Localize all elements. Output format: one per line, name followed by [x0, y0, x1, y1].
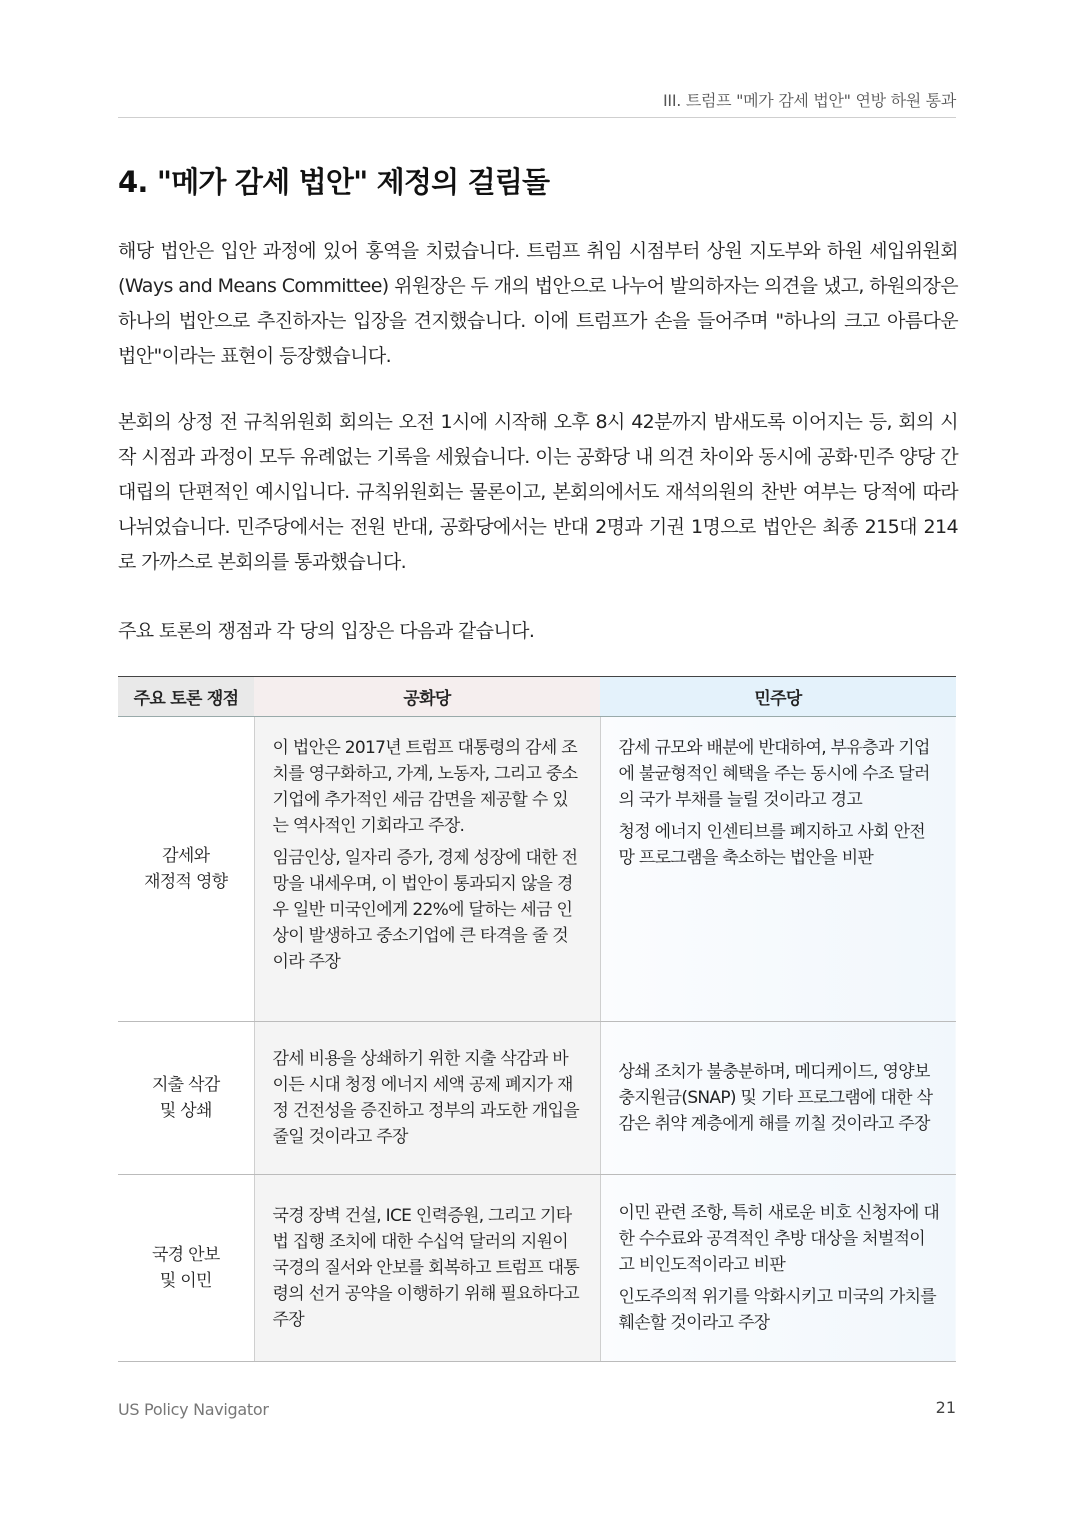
header-topic: 주요 토론 쟁점: [118, 677, 254, 717]
democrat-point: 청정 에너지 인센티브를 폐지하고 사회 안전망 프로그램을 축소하는 법안을 비판: [618, 822, 926, 868]
debate-issues-table: [118, 676, 956, 1362]
section-title: 4. "메가 감세 법안" 제정의 걸림돌: [118, 165, 550, 199]
topic-cell: [118, 1175, 254, 1362]
running-header: III. 트럼프 "메가 감세 법안" 연방 하원 통과: [662, 91, 956, 110]
topic-line: 국경 안보: [151, 1245, 220, 1265]
democrat-point: 상쇄 조치가 불충분하며, 메디케이드, 영양보충지원금(SNAP) 및 기타 프로그램에 대한 삭감은 취약 계층에게 해를 끼칠 것이라고 주장: [618, 1062, 933, 1134]
topic-line: 및 상쇄: [159, 1101, 212, 1121]
page-number: 21: [935, 1398, 956, 1417]
democrat-cell: [600, 717, 956, 1022]
body-paragraph-2: 본회의 상정 전 규칙위원회 회의는 오전 1시에 시작해 오후 8시 42분까지 밤새도록 이어지는 등, 회의 시작 시점과 과정이 모두 유례없는 기록을 세웠습니다. 이는 공화당 내 의견 차이와 동시에 공화·민주 양당 간 대립의 단편적인 예시입니다. 규칙위원회는 물론이고, 본회의에서도 재석의원의 찬반 여부는 당적에 따라 나뉘었습니다. 민주당에서는 전원 반대, 공화당에서는 반대 2명과 기권 1명으로 법안은 최종 215대 214로 가까스로 본회의를 통과했습니다.: [118, 411, 958, 573]
democrat-point: 이민 관련 조항, 특히 새로운 비호 신청자에 대한 수수료와 공격적인 추방 대상을 처벌적이고 비인도적이라고 비판: [618, 1203, 940, 1275]
topic-line: 및 이민: [159, 1271, 212, 1291]
header-republican: 공화당: [254, 677, 600, 717]
republican-point: 국경 장벽 건설, ICE 인력증원, 그리고 기타 법 집행 조치에 대한 수십억 달러의 지원이 국경의 질서와 안보를 회복하고 트럼프 대통령의 선거 공약을 이행하기 위해 필요하다고 주장: [272, 1206, 580, 1330]
republican-cell: [254, 1175, 600, 1362]
topic-line: 지출 삭감: [151, 1075, 220, 1095]
header-democrat: 민주당: [600, 677, 956, 717]
topic-cell: [118, 717, 254, 1022]
democrat-point: 인도주의적 위기를 악화시키고 미국의 가치를 훼손할 것이라고 주장: [618, 1287, 937, 1333]
republican-cell: [254, 1022, 600, 1175]
body-paragraph-1: 해당 법안은 입안 과정에 있어 홍역을 치렀습니다. 트럼프 취임 시점부터 상원 지도부와 하원 세입위원회 (Ways and Means Committee) 위원장은 두 개의 법안으로 나누어 발의하자는 의견을 냈고, 하원의장은 하나의 법안으로 추진하자는 입장을 견지했습니다. 이에 트럼프가 손을 들어주며 "하나의 크고 아름다운 법안"이라는 표현이 등장했습니다.: [118, 240, 958, 367]
table-row: [118, 717, 956, 1022]
header-divider: [118, 117, 956, 118]
republican-cell: [254, 717, 600, 1022]
republican-point: 이 법안은 2017년 트럼프 대통령의 감세 조치를 영구화하고, 가계, 노동자, 그리고 중소기업에 추가적인 세금 감면을 제공할 수 있는 역사적인 기회라고 주장.: [272, 738, 578, 836]
topic-cell: [118, 1022, 254, 1175]
table-header-row: [118, 677, 956, 717]
body-paragraph-3: 주요 토론의 쟁점과 각 당의 입장은 다음과 같습니다.: [118, 620, 535, 642]
table-row: [118, 1022, 956, 1175]
democrat-point: 감세 규모와 배분에 반대하여, 부유층과 기업에 불균형적인 혜택을 주는 동시에 수조 달러의 국가 부채를 늘릴 것이라고 경고: [618, 738, 930, 810]
republican-point: 임금인상, 일자리 증가, 경제 성장에 대한 전망을 내세우며, 이 법안이 통과되지 않을 경우 일반 미국인에게 22%에 달하는 세금 인상이 발생하고 중소기업에 큰 타격을 줄 것이라 주장: [272, 848, 578, 972]
republican-point: 감세 비용을 상쇄하기 위한 지출 삭감과 바이든 시대 청정 에너지 세액 공제 폐지가 재정 건전성을 증진하고 정부의 과도한 개입을 줄일 것이라고 주장: [272, 1049, 580, 1147]
topic-line: 재정적 영향: [144, 872, 228, 892]
democrat-cell: [600, 1175, 956, 1362]
democrat-cell: [600, 1022, 956, 1175]
footer-publication: US Policy Navigator: [118, 1400, 269, 1419]
topic-line: 감세와: [162, 846, 210, 866]
table-row: [118, 1175, 956, 1362]
